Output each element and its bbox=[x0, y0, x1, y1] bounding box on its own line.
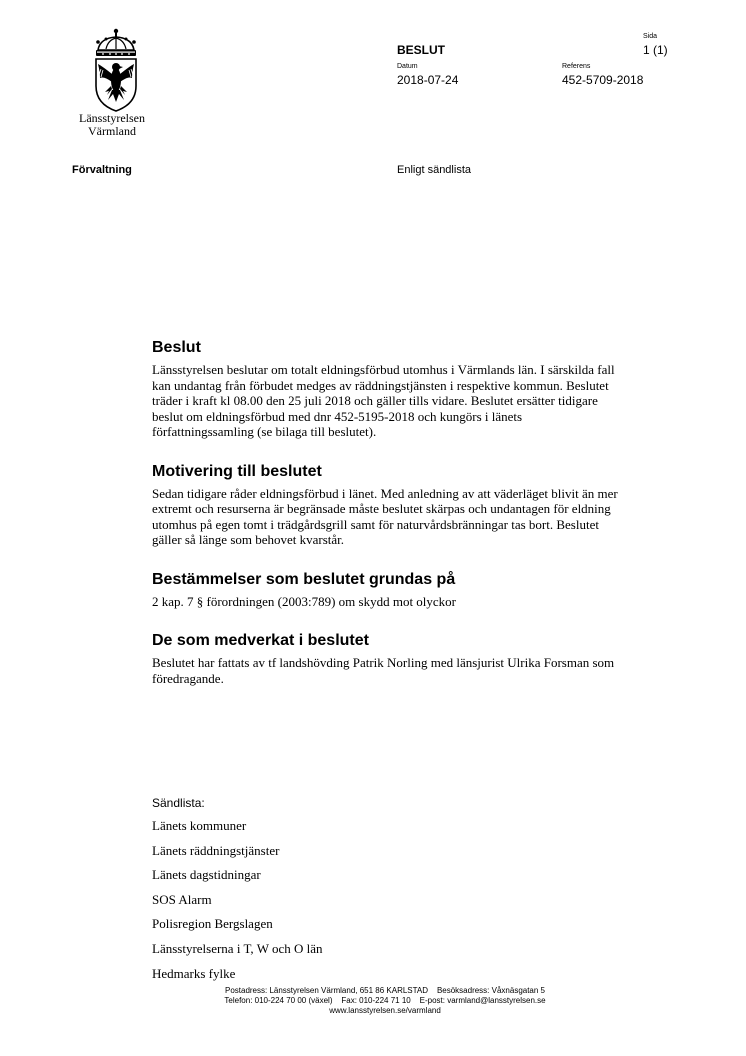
date-value: 2018-07-24 bbox=[397, 73, 459, 87]
section-heading: De som medverkat i beslutet bbox=[152, 632, 369, 649]
reference-label: Referens bbox=[562, 63, 591, 70]
decision-body bbox=[152, 339, 622, 709]
document-type: BESLUT bbox=[397, 43, 445, 57]
section-regulations bbox=[152, 571, 622, 610]
section-heading: Motivering till beslutet bbox=[152, 462, 322, 480]
list-item: Hedmarks fylke bbox=[152, 965, 236, 981]
list-item: SOS Alarm bbox=[152, 891, 212, 907]
distribution-list-label: Sändlista: bbox=[152, 796, 205, 810]
section-text: Sedan tidigare råder eldningsförbud i länet. Med anledning av att väderläget blivit än mer extremt och resurserna är begränsade måste beslutet skärpas och undantagen för eldning utomhus på egen tomt i trädgårdsgrill samt för naturvårdsbränningar tas bort. Beslutet gäller så länge som behovet kvarstår. bbox=[152, 485, 618, 547]
footer-contact: Telefon: 010-224 70 00 (växel) Fax: 010-224 71 10 E-post: varmland@lansstyrelsen.se bbox=[224, 996, 546, 1005]
section-participants bbox=[152, 632, 622, 686]
reference-value: 452-5709-2018 bbox=[562, 73, 644, 87]
organization-name bbox=[72, 112, 152, 138]
list-item: Länets kommuner bbox=[152, 818, 247, 833]
organization-logo bbox=[68, 28, 164, 138]
list-item: Länets räddningstjänster bbox=[152, 842, 280, 858]
department: Förvaltning bbox=[72, 164, 132, 176]
section-text: Beslutet har fattats av tf landshövding Patrik Norling med länsjurist Ulrika Forsman som föredragande. bbox=[152, 655, 615, 686]
section-text: 2 kap. 7 § förordningen (2003:789) om skydd mot olyckor bbox=[152, 593, 457, 609]
date-label: Datum bbox=[397, 63, 418, 70]
coat-of-arms-eagle-icon bbox=[86, 28, 146, 112]
list-item: Länsstyrelserna i T, W och O län bbox=[152, 940, 323, 956]
list-item: Länets dagstidningar bbox=[152, 867, 261, 883]
section-heading: Bestämmelser som beslutet grundas på bbox=[152, 570, 456, 588]
footer-website: www.lansstyrelsen.se/varmland bbox=[329, 1006, 441, 1015]
recipient-note: Enligt sändlista bbox=[397, 164, 471, 176]
section-decision bbox=[152, 339, 622, 440]
list-item: Polisregion Bergslagen bbox=[152, 916, 273, 932]
footer-address: Postadress: Länsstyrelsen Värmland, 651 86 KARLSTAD Besöksadress: Våxnäsgatan 5 bbox=[224, 986, 546, 995]
organization-name-line1: Länsstyrelsen bbox=[79, 111, 145, 125]
distribution-list bbox=[152, 796, 622, 990]
page-label: Sida bbox=[643, 33, 658, 40]
organization-name-line2: Värmland bbox=[88, 124, 136, 138]
section-heading: Beslut bbox=[152, 339, 201, 356]
page-number: 1 (1) bbox=[643, 43, 668, 57]
page-footer bbox=[100, 986, 670, 1016]
section-text: Länsstyrelsen beslutar om totalt eldningsförbud utomhus i Värmlands län. I särskilda fall kan undantag från förbudet medges av räddningstjänsten i respektive kommun. Beslutet träder i kraft kl 08.00 den 25 juli 2018 och gäller tills vidare. Beslutet ersätter tidigare beslut om eldningsförbud med dnr 452-5195-2018 och kungörs i länets författningssamling (se bilaga till beslutet). bbox=[152, 362, 615, 439]
section-motivation bbox=[152, 463, 622, 548]
